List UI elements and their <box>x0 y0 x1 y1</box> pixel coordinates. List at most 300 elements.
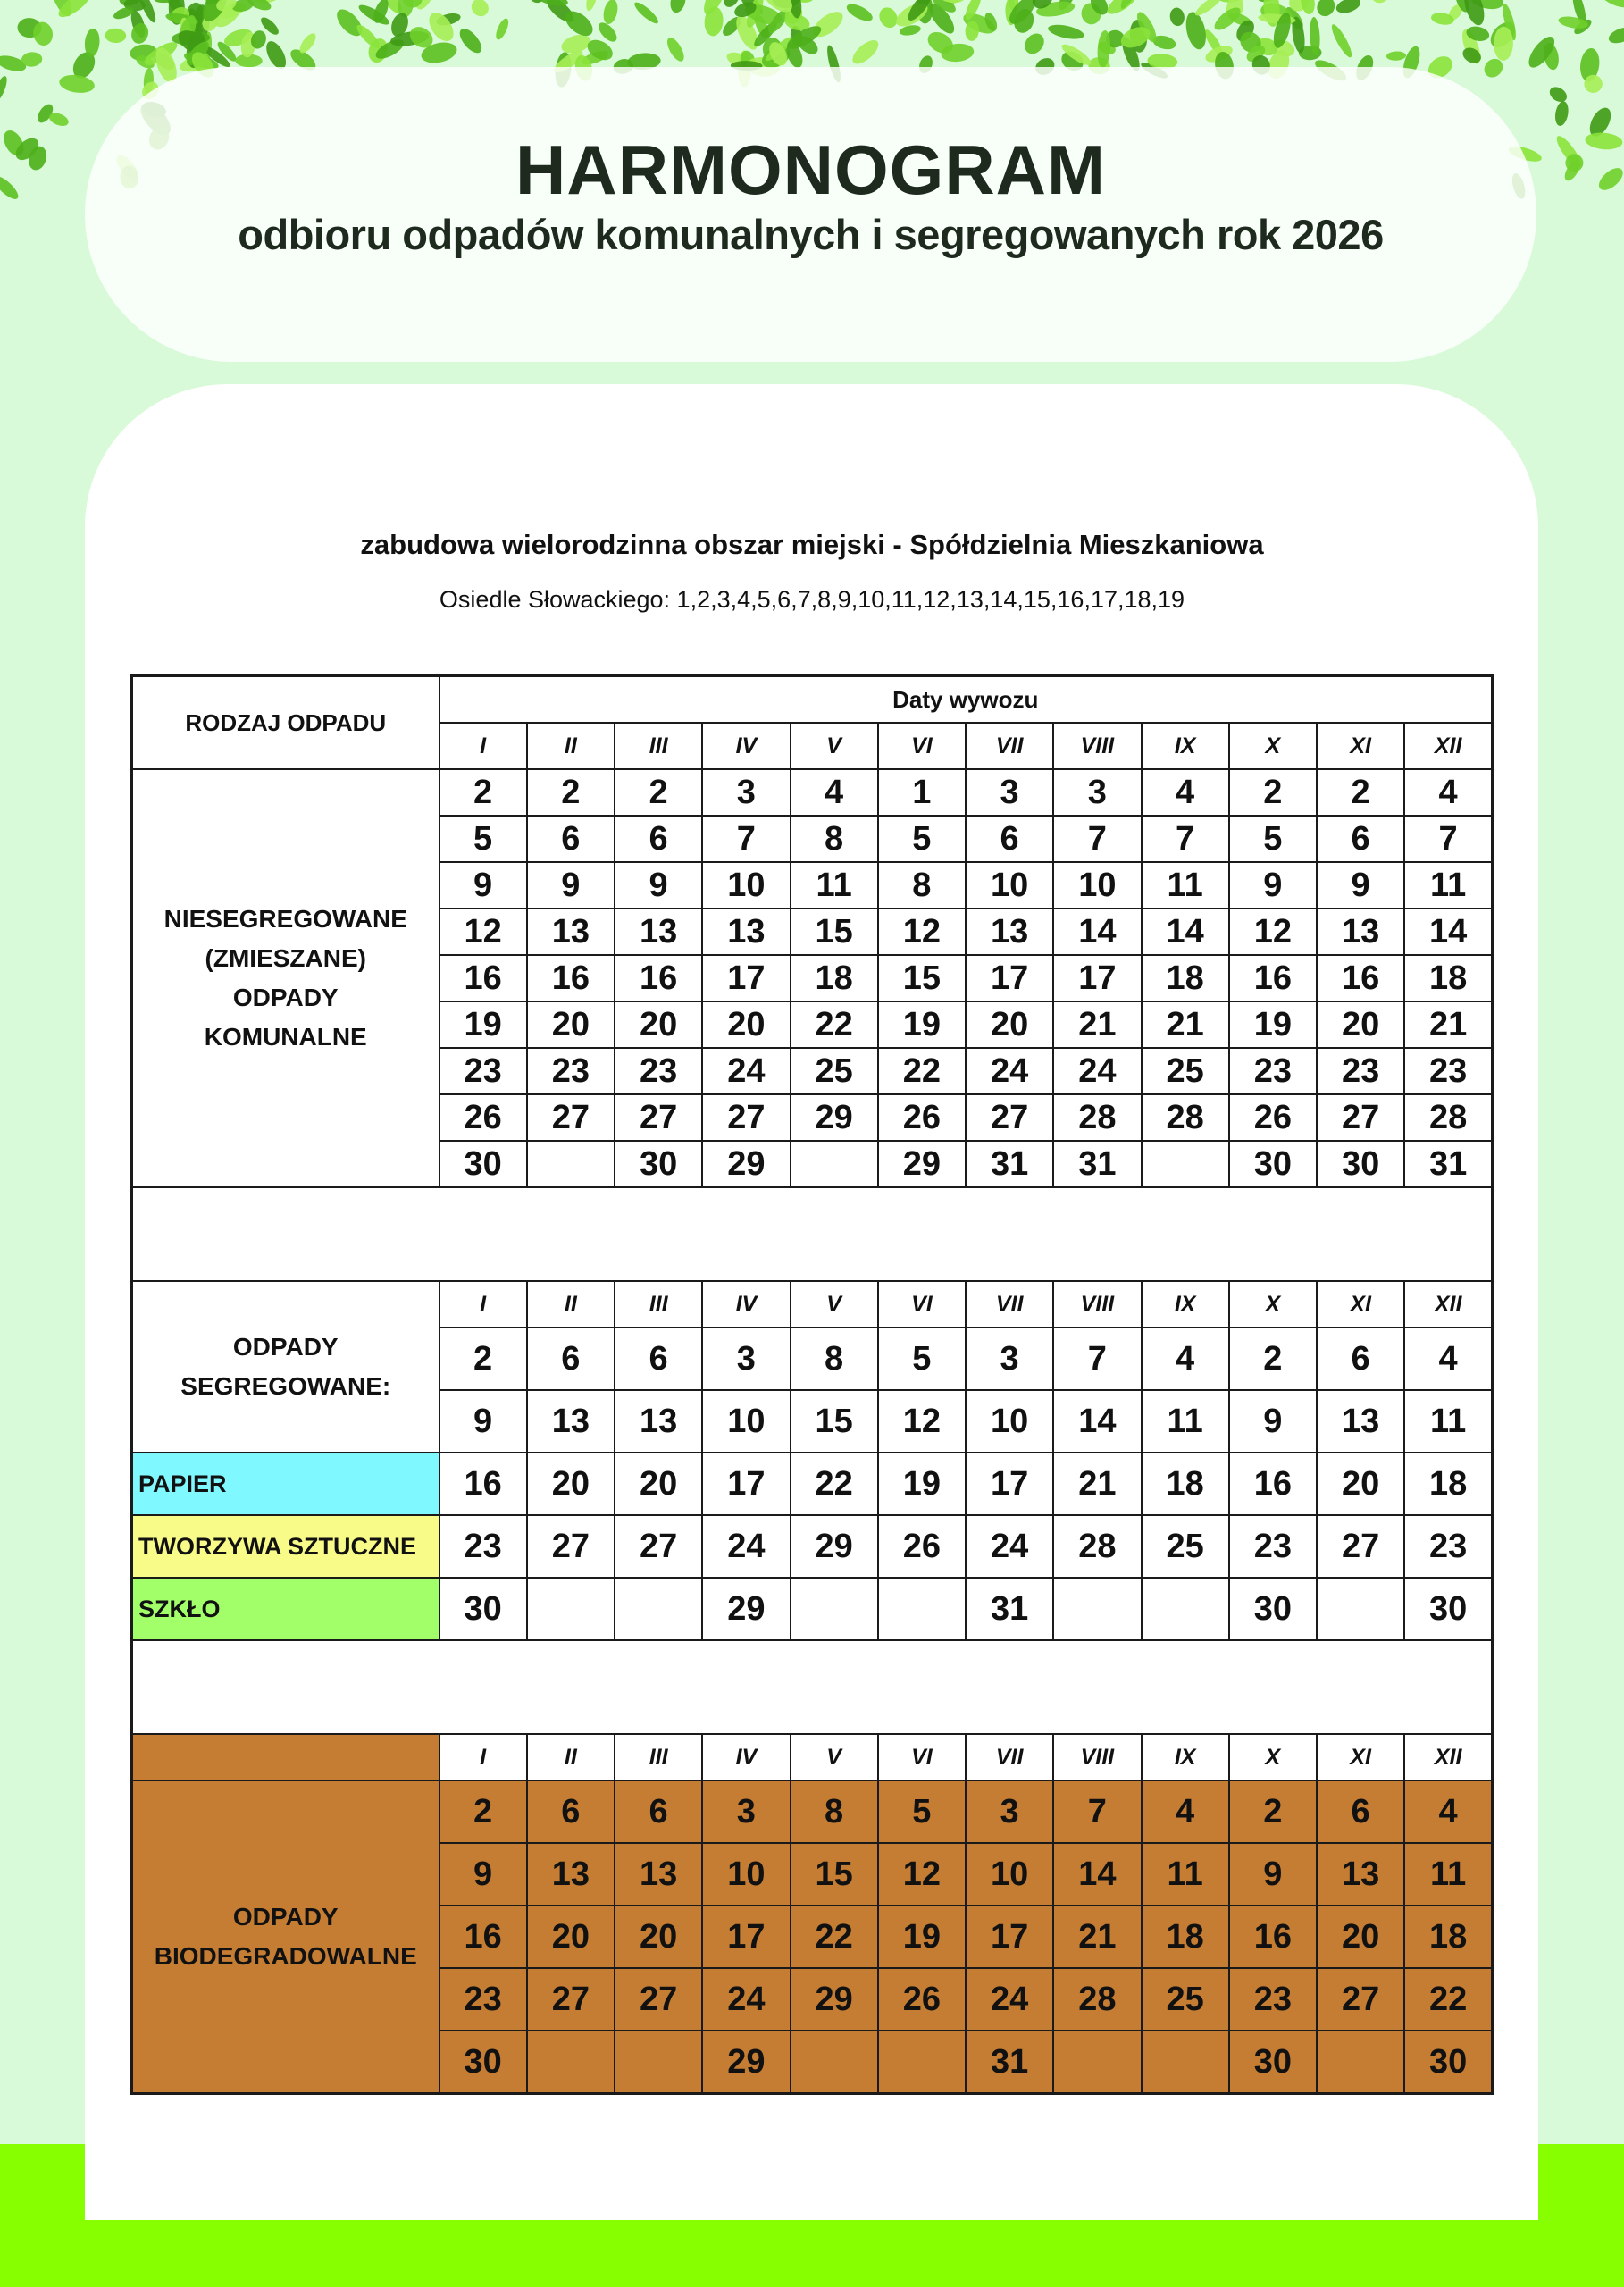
pickup-date-cell: 9 <box>439 1843 527 1906</box>
pickup-date-cell: 26 <box>439 1094 527 1141</box>
pickup-date-cell: 14 <box>1142 909 1229 955</box>
pickup-date-cell: 2 <box>527 769 615 816</box>
pickup-date-cell: 3 <box>702 769 790 816</box>
pickup-date-cell: 17 <box>702 955 790 1001</box>
leaf-shape <box>1553 100 1570 127</box>
month-header: VIII <box>1053 723 1141 769</box>
pickup-date-cell <box>527 2031 615 2094</box>
pickup-date-cell: 2 <box>439 769 527 816</box>
pickup-date-cell: 9 <box>527 862 615 909</box>
pickup-date-cell <box>1142 1141 1229 1187</box>
pickup-date-cell: 21 <box>1053 1453 1141 1515</box>
pickup-date-cell: 4 <box>1142 1328 1229 1390</box>
pickup-date-cell: 7 <box>1404 816 1492 862</box>
month-header: IX <box>1142 1734 1229 1780</box>
month-header: X <box>1229 1734 1317 1780</box>
leaf-shape <box>844 1 875 24</box>
pickup-date-cell <box>791 1578 878 1640</box>
pickup-date-cell: 4 <box>791 769 878 816</box>
pickup-date-cell: 18 <box>1404 955 1492 1001</box>
waste-type-label-line: (ZMIESZANE) <box>205 944 366 972</box>
pickup-date-cell: 9 <box>439 862 527 909</box>
pickup-date-cell: 22 <box>791 1001 878 1048</box>
pickup-date-cell: 23 <box>1317 1048 1404 1094</box>
pickup-date-cell: 3 <box>966 1780 1053 1843</box>
leaf-shape <box>0 74 10 103</box>
category-szklo: SZKŁO <box>132 1578 439 1640</box>
pickup-date-cell: 28 <box>1053 1968 1141 2031</box>
month-header: VIII <box>1053 1281 1141 1328</box>
pickup-date-cell: 4 <box>1404 1780 1492 1843</box>
segregated-row <box>132 1578 1493 1640</box>
pickup-date-cell: 13 <box>966 909 1053 955</box>
pickup-date-cell: 9 <box>1229 1390 1317 1453</box>
month-header: II <box>527 723 615 769</box>
pickup-date-cell: 23 <box>1404 1515 1492 1578</box>
pickup-date-cell: 29 <box>702 2031 790 2094</box>
pickup-date-cell: 13 <box>527 1843 615 1906</box>
pickup-date-cell: 24 <box>702 1968 790 2031</box>
pickup-date-cell: 6 <box>966 816 1053 862</box>
pickup-date-cell: 27 <box>702 1094 790 1141</box>
pickup-date-cell: 29 <box>702 1578 790 1640</box>
pickup-date-cell: 29 <box>702 1141 790 1187</box>
pickup-date-cell: 6 <box>615 1780 702 1843</box>
pickup-date-cell: 6 <box>527 1780 615 1843</box>
pickup-date-cell: 6 <box>615 1328 702 1390</box>
leaf-shape <box>668 0 688 14</box>
pickup-date-cell: 2 <box>1229 1780 1317 1843</box>
pickup-date-cell: 7 <box>702 816 790 862</box>
pickup-date-cell: 17 <box>966 1906 1053 1968</box>
pickup-date-cell: 21 <box>1142 1001 1229 1048</box>
month-header: VI <box>878 723 966 769</box>
pickup-date-cell: 25 <box>1142 1048 1229 1094</box>
month-header: VII <box>966 723 1053 769</box>
area-heading: zabudowa wielorodzinna obszar miejski - Spółdzielnia Mieszkaniowa <box>360 529 1264 560</box>
month-header: III <box>615 1281 702 1328</box>
pickup-date-cell: 20 <box>702 1001 790 1048</box>
pickup-date-cell: 28 <box>1142 1094 1229 1141</box>
pickup-date-cell: 26 <box>878 1968 966 2031</box>
pickup-date-cell: 27 <box>615 1968 702 2031</box>
pickup-date-cell: 31 <box>1053 1141 1141 1187</box>
pickup-date-cell: 13 <box>527 1390 615 1453</box>
pickup-date-cell: 9 <box>1229 1843 1317 1906</box>
pickup-date-cell: 18 <box>1404 1906 1492 1968</box>
pickup-date-cell: 31 <box>966 2031 1053 2094</box>
month-header: X <box>1229 723 1317 769</box>
pickup-date-cell: 11 <box>1404 1390 1492 1453</box>
pickup-date-cell: 22 <box>791 1453 878 1515</box>
month-header: VII <box>966 1734 1053 1780</box>
waste-type-label-line: BIODEGRADOWALNE <box>154 1942 417 1970</box>
month-header: IX <box>1142 1281 1229 1328</box>
pickup-date-cell: 6 <box>527 816 615 862</box>
pickup-date-cell: 13 <box>615 1390 702 1453</box>
pickup-date-cell: 4 <box>1404 1328 1492 1390</box>
type-column-header: RODZAJ ODPADU <box>132 676 439 770</box>
pickup-date-cell: 11 <box>791 862 878 909</box>
pickup-date-cell: 22 <box>791 1906 878 1968</box>
pickup-date-cell: 3 <box>966 1328 1053 1390</box>
month-header: III <box>615 723 702 769</box>
pickup-date-cell: 5 <box>1229 816 1317 862</box>
dates-header: Daty wywozu <box>439 676 1493 724</box>
pickup-date-cell: 13 <box>702 909 790 955</box>
pickup-date-cell: 2 <box>1317 769 1404 816</box>
pickup-date-cell: 21 <box>1053 1906 1141 1968</box>
pickup-date-cell: 15 <box>791 1390 878 1453</box>
leaf-shape <box>129 21 150 46</box>
pickup-date-cell: 17 <box>1053 955 1141 1001</box>
pickup-date-cell: 24 <box>702 1515 790 1578</box>
pickup-date-cell: 9 <box>439 1390 527 1453</box>
pickup-date-cell: 23 <box>615 1048 702 1094</box>
pickup-date-cell: 7 <box>1053 816 1141 862</box>
pickup-date-cell: 19 <box>439 1001 527 1048</box>
pickup-date-cell: 23 <box>439 1968 527 2031</box>
pickup-date-cell: 20 <box>615 1001 702 1048</box>
month-header: IV <box>702 1281 790 1328</box>
leaf-shape <box>1595 0 1624 12</box>
title-banner <box>85 67 1536 362</box>
pickup-date-cell: 20 <box>1317 1906 1404 1968</box>
pickup-date-cell: 12 <box>878 909 966 955</box>
pickup-date-cell: 4 <box>1142 769 1229 816</box>
leaf-shape <box>1047 22 1085 42</box>
pickup-date-cell: 3 <box>1053 769 1141 816</box>
pickup-date-cell: 16 <box>1229 1453 1317 1515</box>
pickup-date-cell: 14 <box>1404 909 1492 955</box>
pickup-date-cell: 12 <box>1229 909 1317 955</box>
pickup-date-cell: 27 <box>1317 1968 1404 2031</box>
pickup-date-cell: 19 <box>1229 1001 1317 1048</box>
pickup-date-cell: 21 <box>1404 1001 1492 1048</box>
pickup-date-cell: 15 <box>878 955 966 1001</box>
pickup-date-cell: 24 <box>966 1048 1053 1094</box>
pickup-date-cell: 31 <box>966 1141 1053 1187</box>
leaf-shape <box>1595 164 1624 195</box>
pickup-date-cell: 30 <box>1229 1141 1317 1187</box>
pickup-date-cell <box>1053 2031 1141 2094</box>
pickup-date-cell: 7 <box>1053 1328 1141 1390</box>
pickup-date-cell: 27 <box>615 1094 702 1141</box>
pickup-date-cell: 5 <box>878 1328 966 1390</box>
leaf-shape <box>1367 0 1394 7</box>
month-header: VIII <box>1053 1734 1141 1780</box>
leaf-shape <box>1168 6 1185 27</box>
month-header: V <box>791 1734 878 1780</box>
pickup-date-cell: 2 <box>615 769 702 816</box>
pickup-date-cell <box>1142 1578 1229 1640</box>
pickup-date-cell: 13 <box>615 909 702 955</box>
pickup-date-cell: 2 <box>1229 1328 1317 1390</box>
pickup-date-cell: 9 <box>1317 862 1404 909</box>
pickup-date-cell: 12 <box>439 909 527 955</box>
pickup-date-cell: 21 <box>1053 1001 1141 1048</box>
pickup-date-cell <box>791 2031 878 2094</box>
pickup-date-cell: 16 <box>1229 955 1317 1001</box>
leaf-shape <box>0 172 21 202</box>
segregated-months-row <box>132 1281 1493 1328</box>
leaf-shape <box>664 35 687 63</box>
pickup-date-cell: 18 <box>1404 1453 1492 1515</box>
pickup-date-cell <box>791 1141 878 1187</box>
table-header-row <box>132 676 1493 724</box>
pickup-date-cell: 18 <box>791 955 878 1001</box>
pickup-date-cell: 10 <box>966 1390 1053 1453</box>
pickup-date-cell <box>1317 1578 1404 1640</box>
pickup-date-cell: 27 <box>966 1094 1053 1141</box>
pickup-date-cell <box>878 2031 966 2094</box>
pickup-date-cell: 17 <box>966 955 1053 1001</box>
pickup-date-cell: 29 <box>791 1094 878 1141</box>
pickup-date-cell: 11 <box>1142 1390 1229 1453</box>
schedule-table <box>130 674 1494 2095</box>
leaf-shape <box>1314 0 1339 20</box>
leaf-shape <box>1547 84 1570 105</box>
pickup-date-cell: 10 <box>966 1843 1053 1906</box>
month-header: V <box>791 723 878 769</box>
pickup-date-cell: 11 <box>1404 862 1492 909</box>
pickup-date-cell <box>878 1578 966 1640</box>
pickup-date-cell: 27 <box>527 1515 615 1578</box>
pickup-date-cell: 20 <box>615 1906 702 1968</box>
pickup-date-cell: 10 <box>702 1390 790 1453</box>
leaf-shape <box>1606 24 1624 46</box>
leaf-shape <box>58 73 96 96</box>
pickup-date-cell: 3 <box>966 769 1053 816</box>
pickup-date-cell: 30 <box>439 1141 527 1187</box>
pickup-date-cell: 19 <box>878 1453 966 1515</box>
month-header: XI <box>1317 723 1404 769</box>
month-header: XI <box>1317 1734 1404 1780</box>
pickup-date-cell: 12 <box>878 1843 966 1906</box>
month-header: XI <box>1317 1281 1404 1328</box>
leaf-shape <box>1386 51 1407 61</box>
pickup-date-cell: 20 <box>527 1001 615 1048</box>
pickup-date-cell: 24 <box>1053 1048 1141 1094</box>
pickup-date-cell: 24 <box>966 1515 1053 1578</box>
category-tworzywa: TWORZYWA SZTUCZNE <box>132 1515 439 1578</box>
month-header: XII <box>1404 1281 1492 1328</box>
pickup-date-cell: 8 <box>791 816 878 862</box>
leaf-shape <box>456 25 485 56</box>
month-header: III <box>615 1734 702 1780</box>
pickup-date-cell: 6 <box>1317 816 1404 862</box>
leaf-shape <box>105 28 126 43</box>
pickup-date-cell: 10 <box>1053 862 1141 909</box>
month-header: VII <box>966 1281 1053 1328</box>
pickup-date-cell: 26 <box>878 1515 966 1578</box>
pickup-date-cell: 25 <box>791 1048 878 1094</box>
waste-type-label-line: NIESEGREGOWANE <box>163 905 407 933</box>
pickup-date-cell: 20 <box>1317 1453 1404 1515</box>
leaf-shape <box>632 0 660 26</box>
nonsegregated-row <box>132 769 1493 816</box>
pickup-date-cell: 8 <box>791 1328 878 1390</box>
pickup-date-cell: 28 <box>1404 1094 1492 1141</box>
pickup-date-cell: 7 <box>1142 816 1229 862</box>
pickup-date-cell <box>1053 1578 1141 1640</box>
pickup-date-cell: 27 <box>1317 1094 1404 1141</box>
pickup-date-cell: 19 <box>878 1001 966 1048</box>
waste-type-label <box>132 769 439 1187</box>
pickup-date-cell: 26 <box>878 1094 966 1141</box>
pickup-date-cell: 29 <box>878 1141 966 1187</box>
pickup-date-cell: 13 <box>527 909 615 955</box>
waste-type-label-line: KOMUNALNE <box>204 1023 367 1051</box>
month-header: I <box>439 1281 527 1328</box>
month-header: I <box>439 723 527 769</box>
pickup-date-cell: 2 <box>439 1780 527 1843</box>
pickup-date-cell: 4 <box>1142 1780 1229 1843</box>
month-header: XII <box>1404 1734 1492 1780</box>
pickup-date-cell: 29 <box>791 1968 878 2031</box>
pickup-date-cell: 13 <box>1317 909 1404 955</box>
pickup-date-cell: 23 <box>1229 1968 1317 2031</box>
pickup-date-cell: 6 <box>527 1328 615 1390</box>
pickup-date-cell: 8 <box>791 1780 878 1843</box>
pickup-date-cell: 14 <box>1053 1390 1141 1453</box>
month-header: X <box>1229 1281 1317 1328</box>
waste-type-label <box>132 1780 439 2094</box>
leaf-shape <box>1335 0 1363 16</box>
waste-type-label-line: ODPADY <box>232 984 339 1011</box>
pickup-date-cell: 30 <box>1229 1578 1317 1640</box>
leaf-shape <box>468 0 492 20</box>
pickup-date-cell: 20 <box>1317 1001 1404 1048</box>
pickup-date-cell: 15 <box>791 1843 878 1906</box>
month-header: V <box>791 1281 878 1328</box>
pickup-date-cell: 27 <box>1317 1515 1404 1578</box>
leaf-shape <box>601 0 620 26</box>
leaf-shape <box>493 17 511 41</box>
leaf-shape <box>849 36 883 68</box>
pickup-date-cell: 9 <box>1229 862 1317 909</box>
pickup-date-cell: 16 <box>527 955 615 1001</box>
pickup-date-cell: 16 <box>439 955 527 1001</box>
pickup-date-cell: 20 <box>527 1906 615 1968</box>
month-header: VI <box>878 1281 966 1328</box>
pickup-date-cell: 30 <box>1404 1578 1492 1640</box>
pickup-date-cell: 30 <box>439 1578 527 1640</box>
page-subtitle: odbioru odpadów komunalnych i segregowanych rok 2026 <box>238 211 1384 258</box>
segregated-row <box>132 1453 1493 1515</box>
pickup-date-cell: 23 <box>439 1515 527 1578</box>
page-title: HARMONOGRAM <box>515 130 1106 209</box>
pickup-date-cell: 27 <box>527 1094 615 1141</box>
pickup-date-cell: 2 <box>1229 769 1317 816</box>
pickup-date-cell: 18 <box>1142 955 1229 1001</box>
pickup-date-cell: 16 <box>1229 1906 1317 1968</box>
pickup-date-cell: 5 <box>439 816 527 862</box>
pickup-date-cell: 24 <box>702 1048 790 1094</box>
pickup-date-cell: 23 <box>1404 1048 1492 1094</box>
pickup-date-cell: 6 <box>1317 1780 1404 1843</box>
pickup-date-cell: 20 <box>527 1453 615 1515</box>
pickup-date-cell: 30 <box>615 1141 702 1187</box>
spacer-cell <box>132 1640 1493 1734</box>
pickup-date-cell: 14 <box>1053 909 1141 955</box>
segregated-row <box>132 1515 1493 1578</box>
pickup-date-cell: 13 <box>1317 1390 1404 1453</box>
leaf-shape <box>354 21 382 51</box>
pickup-date-cell <box>615 1578 702 1640</box>
pickup-date-cell: 26 <box>1229 1094 1317 1141</box>
pickup-date-cell: 14 <box>1053 1843 1141 1906</box>
pickup-date-cell: 17 <box>702 1906 790 1968</box>
pickup-date-cell: 22 <box>878 1048 966 1094</box>
pickup-date-cell: 6 <box>1317 1328 1404 1390</box>
pickup-date-cell: 5 <box>878 816 966 862</box>
pickup-date-cell: 15 <box>791 909 878 955</box>
month-header: II <box>527 1734 615 1780</box>
pickup-date-cell: 20 <box>615 1453 702 1515</box>
biodegradable-months-row <box>132 1734 1493 1780</box>
pickup-date-cell: 30 <box>1404 2031 1492 2094</box>
pickup-date-cell: 4 <box>1404 769 1492 816</box>
month-header: IV <box>702 1734 790 1780</box>
pickup-date-cell: 17 <box>966 1453 1053 1515</box>
spacer-cell <box>132 1187 1493 1281</box>
pickup-date-cell: 31 <box>966 1578 1053 1640</box>
pickup-date-cell: 23 <box>527 1048 615 1094</box>
pickup-date-cell: 25 <box>1142 1968 1229 2031</box>
pickup-date-cell <box>615 2031 702 2094</box>
pickup-date-cell <box>1317 2031 1404 2094</box>
month-header: IV <box>702 723 790 769</box>
month-header: II <box>527 1281 615 1328</box>
leaf-shape <box>584 0 600 12</box>
pickup-date-cell: 16 <box>439 1906 527 1968</box>
pickup-date-cell: 7 <box>1053 1780 1141 1843</box>
pickup-date-cell: 10 <box>966 862 1053 909</box>
pickup-date-cell: 22 <box>1404 1968 1492 2031</box>
waste-type-label-line: ODPADY <box>232 1903 339 1931</box>
pickup-date-cell: 9 <box>615 862 702 909</box>
month-header: VI <box>878 1734 966 1780</box>
month-header: IX <box>1142 723 1229 769</box>
pickup-date-cell: 18 <box>1142 1453 1229 1515</box>
pickup-date-cell: 23 <box>1229 1048 1317 1094</box>
pickup-date-cell: 16 <box>615 955 702 1001</box>
pickup-date-cell: 25 <box>1142 1515 1229 1578</box>
pickup-date-cell: 2 <box>439 1328 527 1390</box>
pickup-date-cell: 29 <box>791 1515 878 1578</box>
pickup-date-cell: 30 <box>1229 2031 1317 2094</box>
pickup-date-cell: 6 <box>615 816 702 862</box>
pickup-date-cell: 11 <box>1404 1843 1492 1906</box>
waste-type-label-line: ODPADY <box>232 1333 339 1361</box>
waste-type-label-line: SEGREGOWANE: <box>180 1372 391 1400</box>
leaf-shape <box>1328 22 1354 60</box>
pickup-date-cell: 28 <box>1053 1515 1141 1578</box>
pickup-date-cell: 16 <box>439 1453 527 1515</box>
pickup-date-cell: 27 <box>527 1968 615 2031</box>
pickup-date-cell: 31 <box>1404 1141 1492 1187</box>
estate-heading: Osiedle Słowackiego: 1,2,3,4,5,6,7,8,9,10,11,12,13,14,15,16,17,18,19 <box>439 586 1185 613</box>
pickup-date-cell: 10 <box>702 1843 790 1906</box>
pickup-date-cell: 24 <box>966 1968 1053 2031</box>
pickup-date-cell: 3 <box>702 1328 790 1390</box>
pickup-date-cell: 8 <box>878 862 966 909</box>
leaf-shape <box>1021 29 1048 57</box>
pickup-date-cell: 23 <box>439 1048 527 1094</box>
pickup-date-cell: 23 <box>1229 1515 1317 1578</box>
pickup-date-cell: 5 <box>878 1780 966 1843</box>
